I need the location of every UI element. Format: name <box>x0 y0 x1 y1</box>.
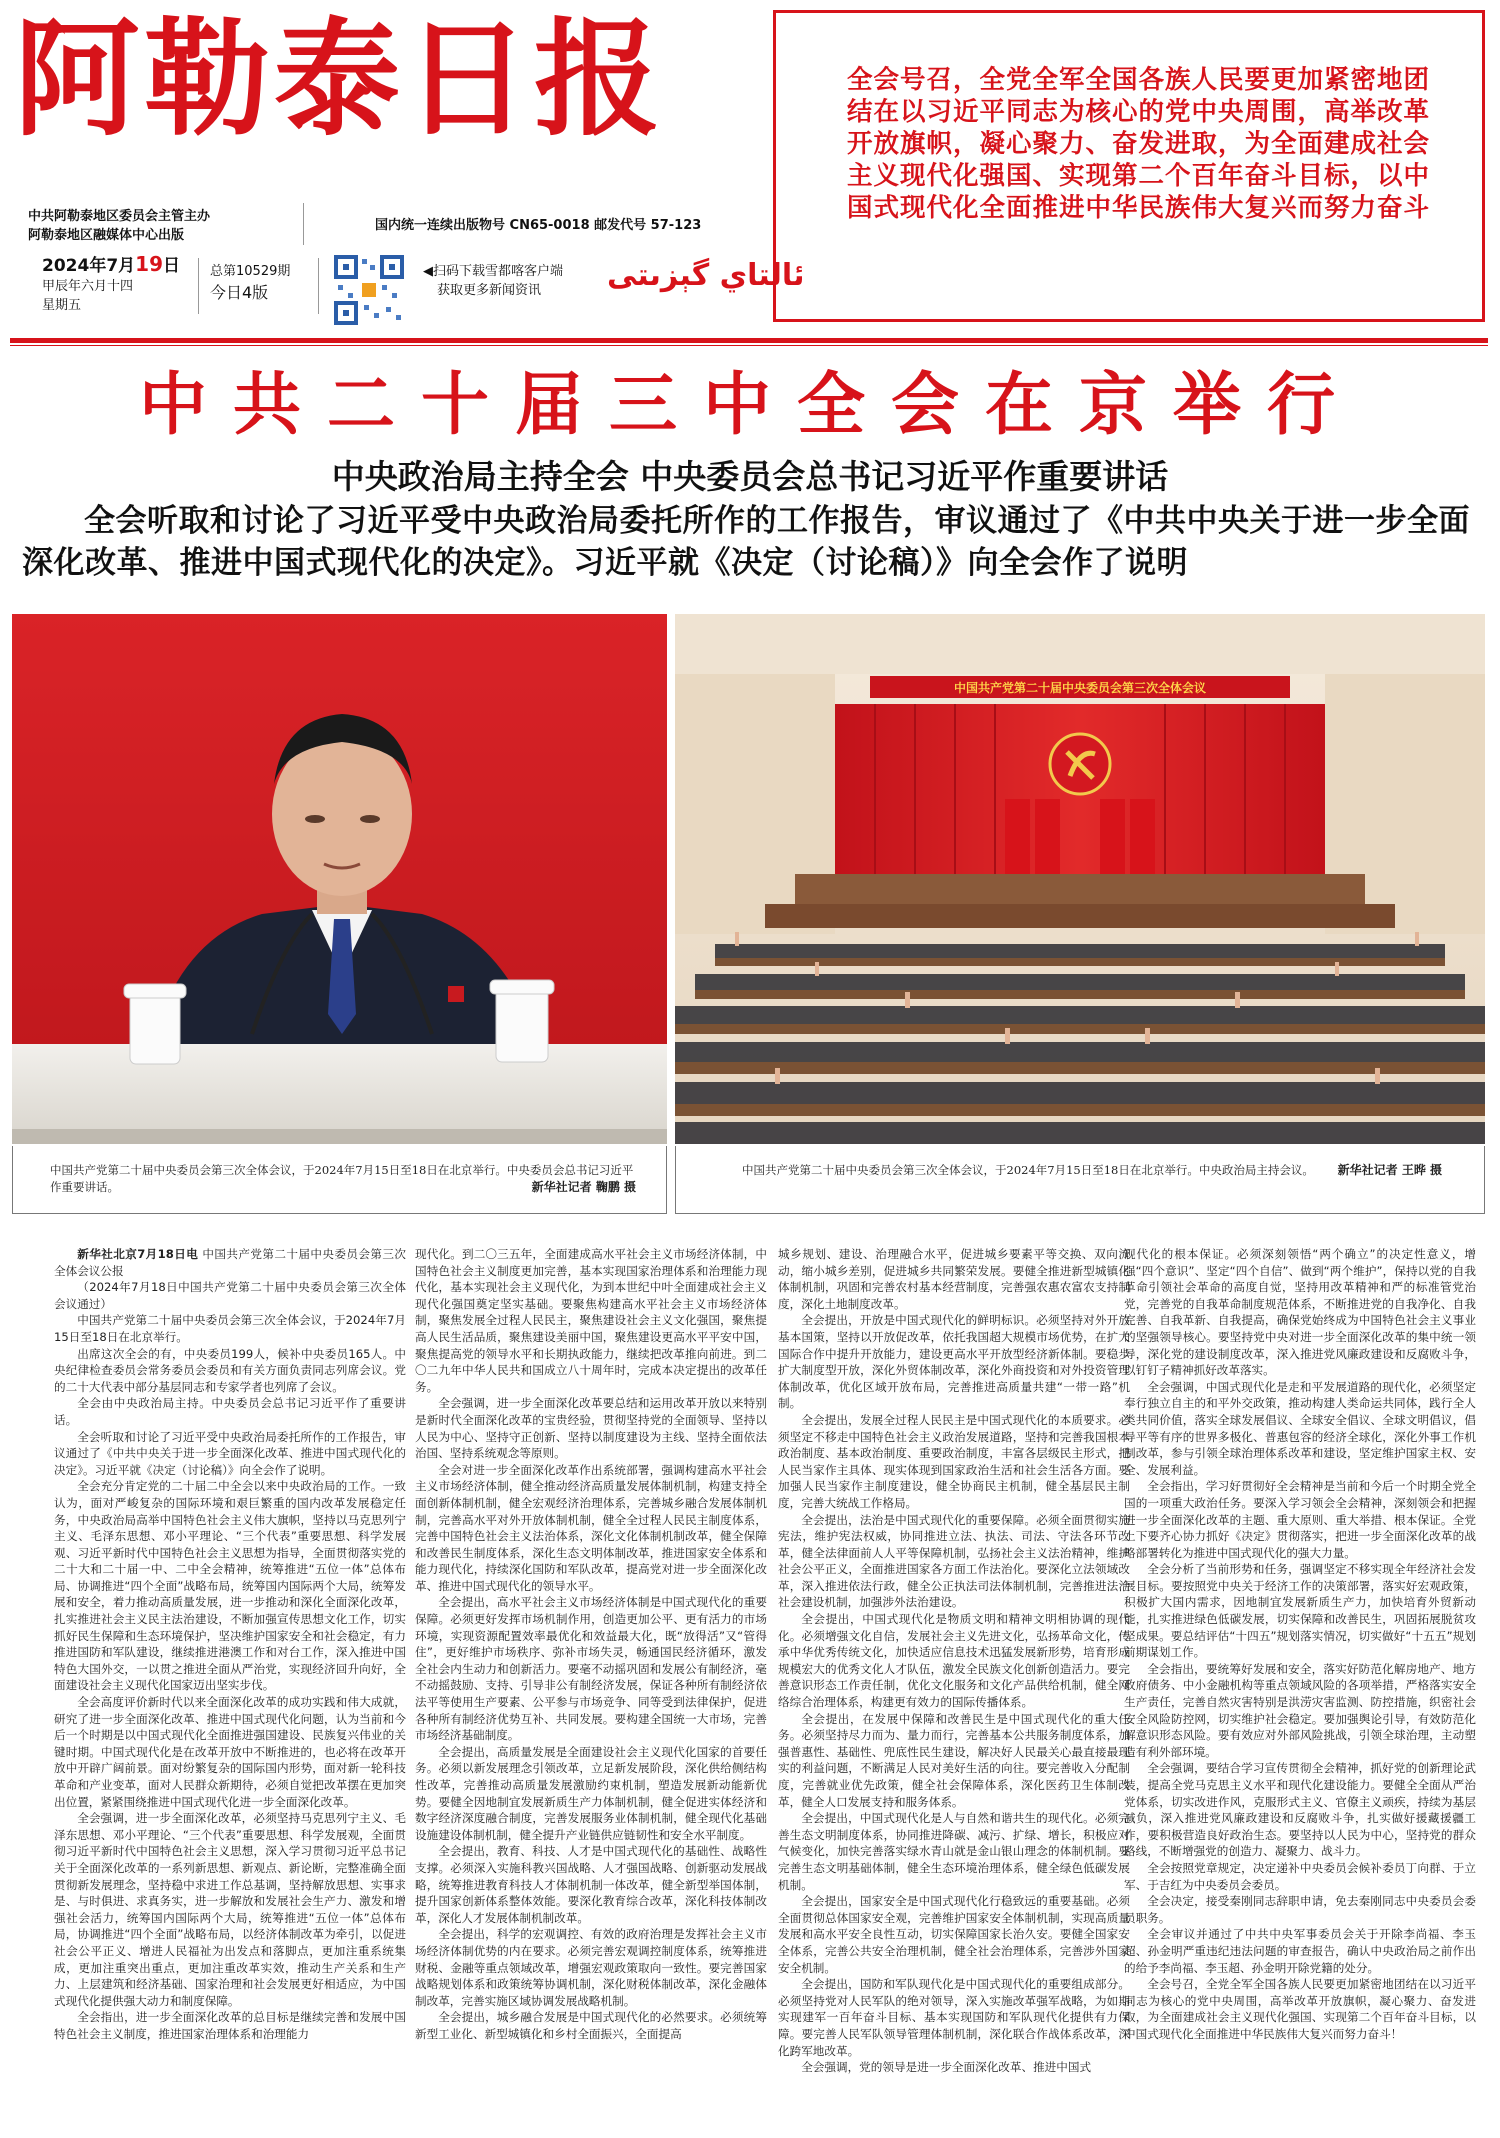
caption-box-2 <box>675 1146 1485 1214</box>
masthead-divider <box>303 203 304 245</box>
article-paragraph: 全会提出，城乡融合发展是中国式现代化的必然要求。必须统筹新型工业化、新型城镇化和乡村全面振兴，全面提高 <box>415 2010 767 2041</box>
date-prefix: 2024年7月 <box>42 256 136 276</box>
article-paragraph: 全会提出，教育、科技、人才是中国式现代化的基础性、战略性支撑。必须深入实施科教兴国战略、人才强国战略、创新驱动发展战略，统筹推进教育科技人才体制机制一体改革，健全新型举国体制，提升国家创新体系整体效能。要深化教育综合改革，深化科技体制改革，深化人才发展体制机制改革。 <box>415 1844 767 1925</box>
article-column-1 <box>54 1246 406 2126</box>
article-dateline: 新华社北京7月18日电 <box>77 1247 199 1261</box>
caption-1-credit: 新华社记者 鞠鹏 摄 <box>531 1180 636 1194</box>
scan-line-2: 获取更多新闻资讯 <box>437 283 542 298</box>
masthead-issue <box>210 262 290 302</box>
article-column-2 <box>415 1246 767 2126</box>
article-paragraph: 全会提出，发展全过程人民民主是中国式现代化的本质要求。必须坚定不移走中国特色社会主义政治发展道路，坚持和完善我国根本政治制度、基本政治制度、重要政治制度，丰富各层级民主形式，把人民当家作主具体、现实体现到国家政治生活和社会生活各方面。要加强人民当家作主制度建设，健全协商民主机制，健全基层民主制度，完善大统战工作格局。 <box>778 1412 1130 1510</box>
article-paragraph: 中国共产党第二十届中央委员会第三次全体会议公报 <box>54 1247 406 1278</box>
article-paragraph: （2024年7月18日中国共产党第二十届中央委员会第三次全体会议通过） <box>54 1280 406 1311</box>
date-suffix: 日 <box>163 256 180 276</box>
photo-caption-2 <box>742 1162 1442 1179</box>
article-paragraph: 全会按照党章规定，决定递补中央委员会候补委员丁向群、于立军、于吉红为中央委员会委员。 <box>1124 1860 1476 1892</box>
article-paragraph: 全会提出，中国式现代化是物质文明和精神文明相协调的现代化。必须增强文化自信，发展社会主义先进文化，弘扬革命文化，传承中华优秀传统文化，加快适应信息技术迅猛发展新形势，培育形成规模宏大的优秀文化人才队伍，激发全民族文化创新创造活力。要完善意识形态工作责任制，优化文化服务和文化产品供给机制，健全网络综合治理体系，构建更有效力的国际传播体系。 <box>778 1612 1130 1710</box>
date-day: 19 <box>135 252 163 276</box>
sub-headline: 中央政治局主持全会 中央委员会总书记习近平作重要讲话 <box>331 457 1169 496</box>
caption-1-text: 中国共产党第二十届中央委员会第三次全体会议，于2024年7月15日至18日在北京举行。中央委员会总书记习近平作重要讲话。 <box>50 1163 634 1194</box>
article-column-4 <box>1124 1246 1476 2126</box>
article-column-3 <box>778 1246 1130 2126</box>
article-paragraph: 全会强调，中国式现代化是走和平发展道路的现代化，必须坚定奉行独立自主的和平外交政策，推动构建人类命运共同体，践行全人类共同价值，落实全球发展倡议、全球安全倡议、全球文明倡议，倡导平等有序的世界多极化、普惠包容的经济全球化，深化外事工作机制改革，参与引领全球治理体系改革和建设，坚定维护国家主权、安全、发展利益。 <box>1124 1379 1476 1477</box>
deck-text: 全会听取和讨论了习近平受中央政治局委托所作的工作报告，审议通过了《中共中央关于进一步全面深化改革、推进中国式现代化的决定》。习近平就《决定（讨论稿）》向全会作了说明 <box>22 503 1470 581</box>
article-paragraph: 全会强调，要结合学习宣传贯彻全会精神，抓好党的创新理论武装，提高全党马克思主义水平和现代化建设能力。要健全全面从严治党体系，切实改进作风，克服形式主义、官僚主义顽疾，持续为基层减负，深入推进党风廉政建设和反腐败斗争，扎实做好援藏援疆工作，要积极营造良好政治生态。要坚持以人民为中心，坚持党的群众路线，不断增强党的创造力、凝聚力、战斗力。 <box>1124 1761 1476 1859</box>
lunar-date: 甲辰年六月十四 <box>42 279 134 294</box>
header-rule <box>10 338 1488 343</box>
article-paragraph: 全会提出，法治是中国式现代化的重要保障。必须全面贯彻实施宪法，维护宪法权威，协同推进立法、执法、司法、守法各环节改革，健全法律面前人人平等保障机制，弘扬社会主义法治精神，维护社会公平正义，全面推进国家各方面工作法治化。要深化立法领域改革，深入推进依法行政，健全公正执法司法体制机制，完善推进法治社会建设机制，加强涉外法治建设。 <box>778 1512 1130 1610</box>
issue-number: 总第10529期 <box>210 264 291 279</box>
article-paragraph: 全会充分肯定党的二十届二中全会以来中央政治局的工作。一致认为，面对严峻复杂的国际环境和艰巨繁重的国内改革发展稳定任务，中央政治局高举中国特色社会主义伟大旗帜，坚持以马克思列宁主义、毛泽东思想、邓小平理论、“三个代表”重要思想、科学发展观、习近平新时代中国特色社会主义思想为指导，全面贯彻落实党的二十大和二十届一中、二中全会精神，统筹推进“五位一体”总体布局、协调推进“四个全面”战略布局，统筹国内国际两个大局，统筹发展和安全，着力推动高质量发展，进一步推动和深化全面深化改革，扎实推进社会主义民主法治建设，不断加强宣传思想文化工作，切实抓好民生保障和生态环境保护，坚决维护国家安全和社会稳定，有力推进国防和军队建设，继续推进港澳工作和对台工作，深入推进中国特色大国外交，一以贯之推进全面从严治党，实现经济回升向好，全面建设社会主义现代化国家迈出坚实步伐。 <box>54 1479 406 1693</box>
caption-2-text: 中国共产党第二十届中央委员会第三次全体会议，于2024年7月15日至18日在北京举行。中央政治局主持会议。 <box>742 1163 1314 1177</box>
article-paragraph: 全会提出，国防和军队现代化是中国式现代化的重要组成部分。必须坚持党对人民军队的绝对领导，深入实施改革强军战略，为如期实现建军一百年奋斗目标、基本实现国防和军队现代化提供有力保障。要完善人民军队领导管理体制机制，深化联合作战体系改革，深化跨军地改革。 <box>778 1977 1130 2058</box>
masthead-date-block <box>42 252 180 315</box>
article-paragraph: 全会提出，高质量发展是全面建设社会主义现代化国家的首要任务。必须以新发展理念引领改革，立足新发展阶段，深化供给侧结构性改革，完善推动高质量发展激励约束机制，塑造发展新动能新优势。要健全因地制宜发展新质生产力体制机制，健全促进实体经济和数字经济深度融合制度，完善发展服务业体制机制，健全现代化基础设施建设体制机制，健全提升产业链供应链韧性和安全水平制度。 <box>415 1744 767 1842</box>
sponsor-line-1: 中共阿勒泰地区委员会主管主办 <box>28 209 211 224</box>
article-paragraph: 全会提出，在发展中保障和改善民生是中国式现代化的重大任务。必须坚持尽力而为、量力而行，完善基本公共服务制度体系，加强普惠性、基础性、兜底性民生建设，解决好人民最关心最直接最现实的利益问题，不断满足人民对美好生活的向往。要完善收入分配制度，完善就业优先政策，健全社会保障体系，深化医药卫生体制改革，健全人口发展支持和服务体系。 <box>778 1711 1130 1809</box>
masthead-publication-number: 国内统一连续出版物号 CN65-0018 邮发代号 57-123 <box>375 218 702 233</box>
article-paragraph: 全会指出，进一步全面深化改革的总目标是继续完善和发展中国特色社会主义制度，推进国家治理体系和治理能力 <box>54 2010 406 2041</box>
article-paragraph: 全会对进一步全面深化改革作出系统部署，强调构建高水平社会主义市场经济体制，健全推动经济高质量发展体制机制，构建支持全面创新体制机制，健全宏观经济治理体系，完善城乡融合发展体制机制，完善高水平对外开放体制机制，健全全过程人民民主制度体系，完善中国特色社会主义法治体系，深化文化体制机制改革，健全保障和改善民生制度体系，深化生态文明体制改革，推进国家安全体系和能力现代化，持续深化国防和军队改革，提高党对进一步全面深化改革、推进中国式现代化的领导水平。 <box>415 1462 767 1593</box>
page-count: 今日4版 <box>210 283 269 302</box>
scan-line-1: ◀扫码下载雪都喀客户端 <box>423 264 563 279</box>
article-paragraph: 全会听取和讨论了习近平受中央政治局委托所作的工作报告，审议通过了《中共中央关于进一步全面深化改革、推进中国式现代化的决定》。习近平就《决定（讨论稿）》向全会作了说明。 <box>54 1429 406 1477</box>
hall-banner-text: 中国共产党第二十届中央委员会第三次全体会议 <box>953 681 1207 695</box>
article-paragraph: 全会强调，进一步全面深化改革要总结和运用改革开放以来特别是新时代全面深化改革的宝贵经验，贯彻坚持党的全面领导、坚持以人民为中心、坚持守正创新、坚持以制度建设为主线、坚持全面依法治国、坚持系统观念等原则。 <box>415 1396 767 1461</box>
article-paragraph: 全会分析了当前形势和任务，强调坚定不移实现全年经济社会发展目标。要按照党中央关于经济工作的决策部署，落实好宏观政策，积极扩大国内需求，因地制宜发展新质生产力，加快培育外贸新动能，扎实推进绿色低碳发展，切实保障和改善民生，巩固拓展脱贫攻坚成果。要总结评估“十四五”规划落实情况，切实做好“十五五”规划前期谋划工作。 <box>1124 1562 1476 1660</box>
article-paragraph: 现代化。到二〇三五年，全面建成高水平社会主义市场经济体制，中国特色社会主义制度更加完善，基本实现国家治理体系和治理能力现代化，基本实现社会主义现代化，为到本世纪中叶全面建成社会主义现代化强国奠定坚实基础。要聚焦构建高水平社会主义市场经济体制，聚焦发展全过程人民民主，聚焦建设社会主义文化强国，聚焦提高人民生活品质，聚焦建设美丽中国，聚焦建设更高水平平安中国，聚焦提高党的领导水平和长期执政能力，继续把改革推向前进。到二〇二九年中华人民共和国成立八十周年时，完成本决定提出的改革任务。 <box>415 1247 767 1394</box>
sponsor-line-2: 阿勒泰地区融媒体中心出版 <box>28 228 185 243</box>
article-paragraph: 中国共产党第二十届中央委员会第三次全体会议，于2024年7月15日至18日在北京举行。 <box>54 1313 406 1344</box>
article-paragraph: 全会提出，中国式现代化是人与自然和谐共生的现代化。必须完善生态文明制度体系，协同推进降碳、减污、扩绿、增长，积极应对气候变化，加快完善落实绿水青山就是金山银山理念的体制机制。要完善生态文明基础体制，健全生态环境治理体系，健全绿色低碳发展机制。 <box>778 1811 1130 1892</box>
masthead-title: 阿勒泰日报 <box>14 5 664 153</box>
article-paragraph: 现代化的根本保证。必须深刻领悟“两个确立”的决定性意义，增强“四个意识”、坚定“四个自信”、做到“两个维护”，保持以党的自我革命引领社会革命的高度自觉，坚持用改革精神和严的标准管党治党，完善党的自我革命制度规范体系，不断推进党的自我净化、自我完善、自我革新、自我提高，确保党始终成为中国特色社会主义事业的坚强领导核心。要坚持党中央对进一步全面深化改革的集中统一领导，深化党的建设制度改革，深入推进党风廉政建设和反腐败斗争，以钉钉子精神抓好改革落实。 <box>1124 1247 1476 1378</box>
header-rule-thin <box>10 345 1488 346</box>
caption-2-credit: 新华社记者 王晔 摄 <box>1337 1163 1442 1177</box>
article-paragraph: 全会指出，要统筹好发展和安全，落实好防范化解房地产、地方政府债务、中小金融机构等重点领域风险的各项举措，严格落实安全生产责任，完善自然灾害特别是洪涝灾害监测、防控措施，织密社会安全风险防控网，切实维护社会稳定。要加强舆论引导，有效防范化解意识形态风险。要有效应对外部风险挑战，引领全球治理，主动塑造有利外部环境。 <box>1124 1661 1476 1759</box>
article-paragraph: 出席这次全会的有，中央委员199人，候补中央委员165人。中央纪律检查委员会常务委员会委员和有关方面负责同志列席会议。党的二十大代表中部分基层同志和专家学者也列席了会议。 <box>54 1346 406 1394</box>
article-paragraph: 全会号召，全党全军全国各族人民要更加紧密地团结在以习近平同志为核心的党中央周围，高举改革开放旗帜，凝心聚力、奋发进取，为全面建成社会主义现代化强国、实现第二个百年奋斗目标，以中国式现代化全面推进中华民族伟大复兴而努力奋斗！ <box>1124 1977 1476 2041</box>
article-paragraph: 全会强调，进一步全面深化改革，必须坚持马克思列宁主义、毛泽东思想、邓小平理论、“三个代表”重要思想、科学发展观，全面贯彻习近平新时代中国特色社会主义思想，深入学习贯彻习近平总书记关于全面深化改革的一系列新思想、新观点、新论断，完整准确全面贯彻新发展理念，坚持稳中求进工作总基调，坚持解放思想、实事求是、与时俱进、求真务实，进一步解放和发展社会生产力、激发和增强社会活力，统筹国内国际两个大局，统筹推进“五位一体”总体布局，协调推进“四个全面”战略布局，以经济体制改革为牵引，以促进社会公平正义、增进人民福祉为出发点和落脚点，更加注重系统集成，更加注重突出重点，更加注重改革实效，推动生产关系和生产力、上层建筑和经济基础、国家治理和社会发展更好相适应，为中国式现代化提供强大动力和制度保障。 <box>54 1811 406 2008</box>
slogan-text: 全会号召，全党全军全国各族人民要更加紧密地团结在以习近平同志为核心的党中央周围，高举改革开放旗帜，凝心聚力、奋发进取，为全面建成社会主义现代化强国、实现第二个百年奋斗目标，以中国式现代化全面推进中华民族伟大复兴而努力奋斗 <box>847 65 1431 223</box>
article-paragraph: 全会提出，国家安全是中国式现代化行稳致远的重要基础。必须全面贯彻总体国家安全观，完善维护国家安全体制机制，实现高质量发展和高水平安全良性互动，切实保障国家长治久安。要健全国家安全体系，完善公共安全治理机制，健全社会治理体系，完善涉外国家安全机制。 <box>778 1894 1130 1975</box>
article-paragraph: 全会高度评价新时代以来全面深化改革的成功实践和伟大成就，研究了进一步全面深化改革、推进中国式现代化问题，认为当前和今后一个时期是以中国式现代化全面推进强国建设、民族复兴伟业的关键时期。中国式现代化是在改革开放中不断推进的，也必将在改革开放中开辟广阔前景。面对纷繁复杂的国际国内形势，面对新一轮科技革命和产业变革，面对人民群众新期待，必须自觉把改革摆在更加突出位置，紧紧围绕推进中国式现代化进一步全面深化改革。 <box>54 1695 406 1809</box>
article-paragraph: 全会强调，党的领导是进一步全面深化改革、推进中国式 <box>801 2060 1092 2075</box>
article-paragraph: 全会决定，接受秦刚同志辞职申请，免去秦刚同志中央委员会委员职务。 <box>1124 1894 1476 1925</box>
main-headline: 中共二十届三中全会在京举行 <box>138 366 1361 445</box>
article-paragraph: 全会指出，学习好贯彻好全会精神是当前和今后一个时期全党全国的一项重大政治任务。要深入学习领会全会精神，深刻领会和把握进一步全面深化改革的主题、重大原则、重大举措、根本保证。全党上下要齐心协力抓好《决定》贯彻落实，把进一步全面深化改革的战略部署转化为推进中国式现代化的强大力量。 <box>1124 1479 1476 1560</box>
uyghur-title: ئالتاي گېزىتى <box>607 258 805 293</box>
article-paragraph: 城乡规划、建设、治理融合水平，促进城乡要素平等交换、双向流动，缩小城乡差别，促进城乡共同繁荣发展。要健全推进新型城镇化体制机制，巩固和完善农村基本经营制度，完善强农惠农富农支持制度，深化土地制度改革。 <box>778 1247 1130 1311</box>
article-paragraph: 全会提出，高水平社会主义市场经济体制是中国式现代化的重要保障。必须更好发挥市场机制作用，创造更加公平、更有活力的市场环境，实现资源配置效率最优化和效益最大化，既“放得活”又“管得住”，更好维护市场秩序、弥补市场失灵，畅通国民经济循环，激发全社会内生动力和创新活力。要毫不动摇巩固和发展公有制经济，毫不动摇鼓励、支持、引导非公有制经济发展，保证各种所有制经济依法平等使用生产要素、公平参与市场竞争、同等受到法律保护，促进各种所有制经济优势互补、共同发展。要构建全国统一大市场，完善市场经济基础制度。 <box>415 1595 767 1743</box>
article-paragraph: 全会审议并通过了中共中央军事委员会关于开除李尚福、李玉超、孙金明严重违纪违法问题的审查报告，确认中央政治局之前作出的给予李尚福、李玉超、孙金明开除党籍的处分。 <box>1124 1927 1476 1975</box>
photo-speaker <box>12 614 667 1144</box>
masthead-divider-2 <box>198 258 199 314</box>
weekday: 星期五 <box>42 298 82 313</box>
masthead-sponsor <box>28 207 210 245</box>
photo-caption-1 <box>50 1162 636 1196</box>
qr-code-icon[interactable] <box>332 253 406 327</box>
photo-plenary-hall <box>675 614 1485 1144</box>
article-paragraph: 全会提出，开放是中国式现代化的鲜明标识。必须坚持对外开放基本国策，坚持以开放促改革，依托我国超大规模市场优势，在扩大国际合作中提升开放能力，建设更高水平开放型经济新体制。要稳步扩大制度型开放，深化外贸体制改革，深化外商投资和对外投资管理体制改革，优化区域开放布局，完善推进高质量共建“一带一路”机制。 <box>778 1313 1130 1411</box>
scan-prompt <box>423 262 563 300</box>
masthead-divider-3 <box>318 258 319 314</box>
article-paragraph: 全会提出，科学的宏观调控、有效的政府治理是发挥社会主义市场经济体制优势的内在要求。必须完善宏观调控制度体系，统筹推进财税、金融等重点领域改革，增强宏观政策取向一致性。要完善国家战略规划体系和政策统筹协调机制，深化财税体制改革，深化金融体制改革，完善实施区域协调发展战略机制。 <box>415 1927 767 2008</box>
article-paragraph: 全会由中央政治局主持。中央委员会总书记习近平作了重要讲话。 <box>54 1396 406 1427</box>
